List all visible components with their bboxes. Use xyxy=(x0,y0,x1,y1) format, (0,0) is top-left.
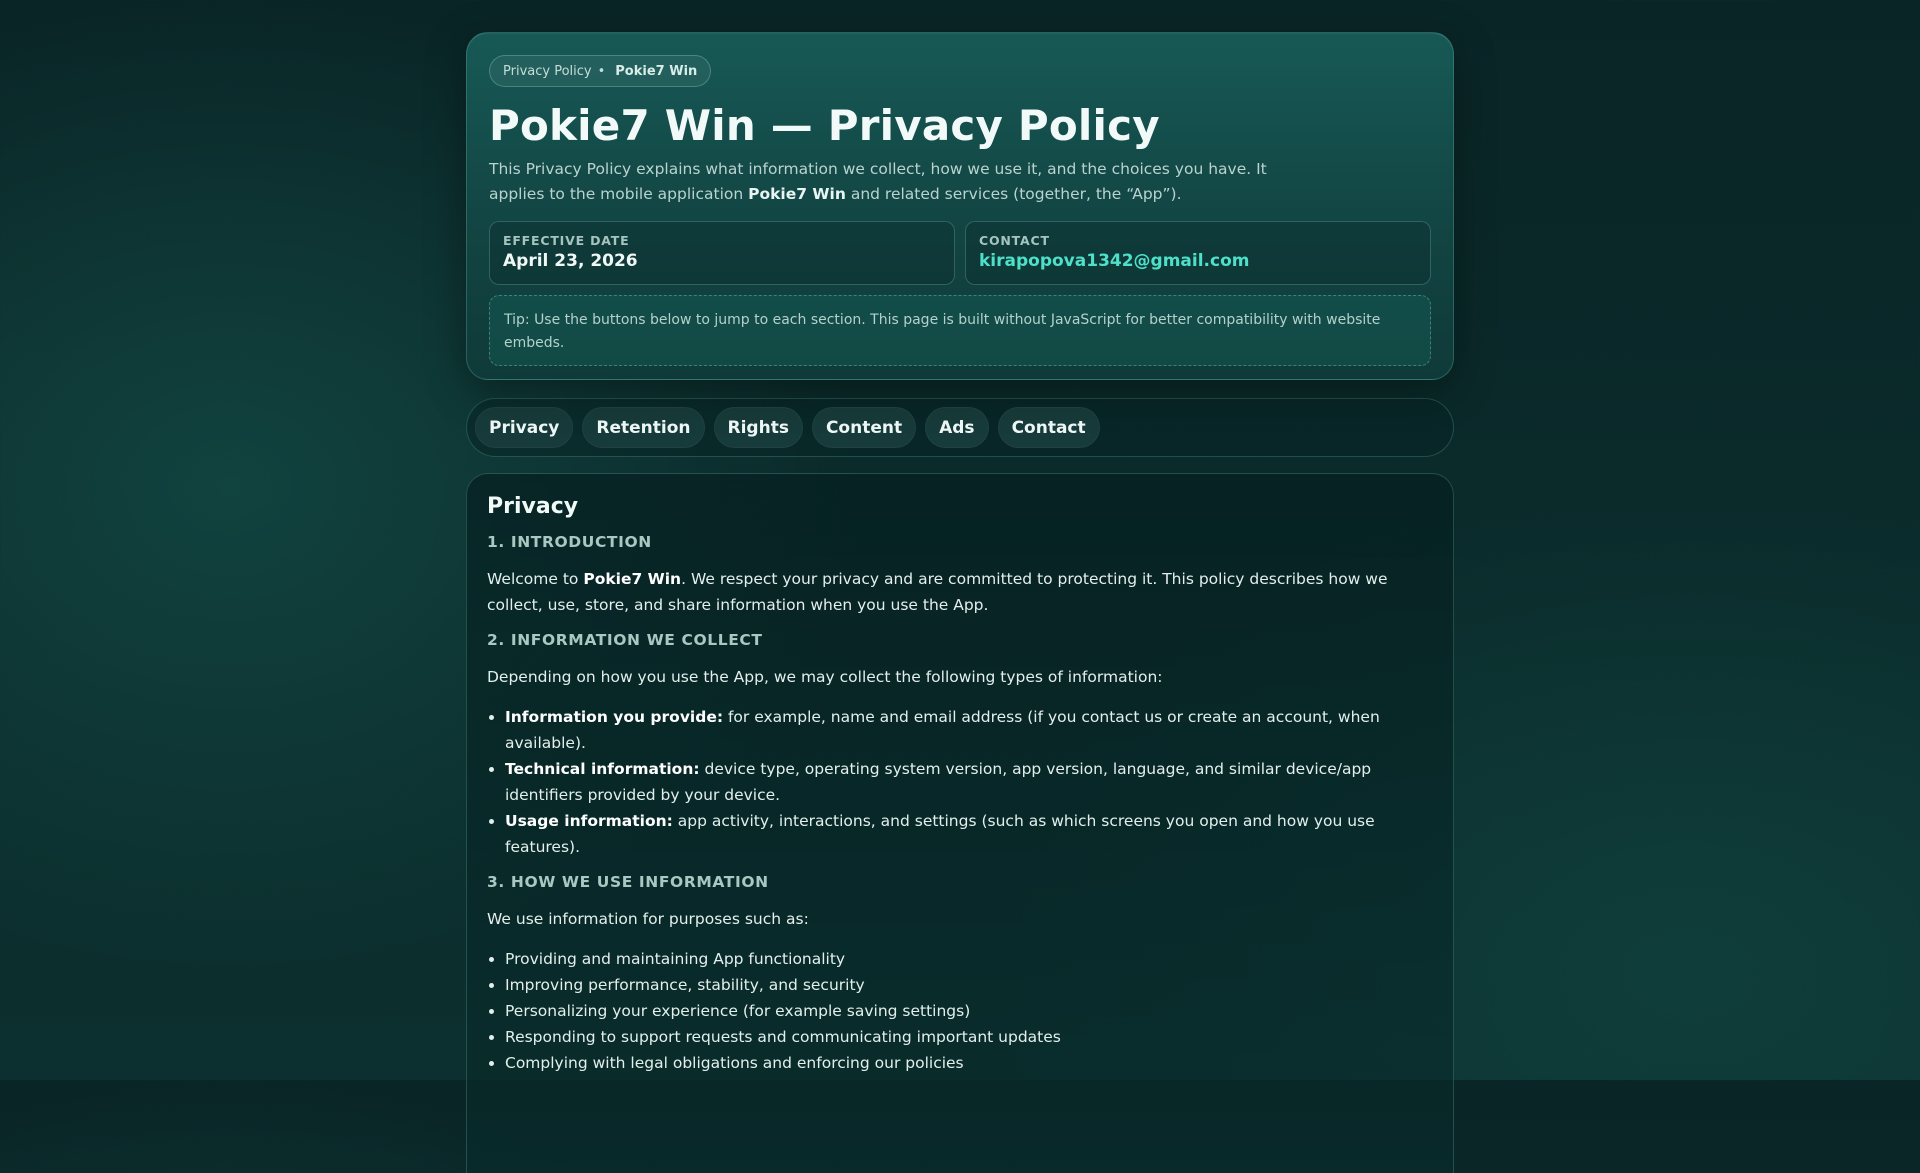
page-container xyxy=(466,32,1454,1173)
intro-app-name: Pokie7 Win xyxy=(748,184,846,203)
breadcrumb-item-app[interactable]: Pokie7 Win xyxy=(615,63,698,79)
page-title: Pokie7 Win — Privacy Policy xyxy=(489,101,1160,150)
breadcrumb xyxy=(489,55,711,87)
list-item-term: Technical information: xyxy=(505,760,700,778)
list-item: • Complying with legal obligations and enforcing our policies xyxy=(505,1050,1433,1076)
list-item-text: device type, operating system version, app version, language, and similar device/app identifiers provided by your device. xyxy=(505,760,1372,804)
nav-tab-retention[interactable]: Retention xyxy=(582,407,704,448)
header-card xyxy=(466,32,1454,380)
introduction-text-before: Welcome to xyxy=(487,570,584,588)
information-collect-paragraph: Depending on how you use the App, we may collect the following types of information: xyxy=(487,668,1163,686)
list-item: • Responding to support requests and communicating important updates xyxy=(505,1024,1433,1050)
breadcrumb-item-privacy-policy[interactable]: Privacy Policy xyxy=(503,63,592,79)
effective-date-value: April 23, 2026 xyxy=(503,251,638,271)
list-item: • Personalizing your experience (for example saving settings) xyxy=(505,998,1433,1024)
introduction-app-name: Pokie7 Win xyxy=(583,570,682,588)
list-item xyxy=(505,704,1433,756)
meta-row xyxy=(489,221,1431,285)
list-item-term: Information you provide: xyxy=(505,708,724,726)
nav-tab-ads[interactable]: Ads xyxy=(925,407,988,448)
list-item: • Providing and maintaining App functionality xyxy=(505,946,1433,972)
tip-box: Tip: Use the buttons below to jump to each section. This page is built without JavaScript for better compatibility with website embeds. xyxy=(489,295,1431,366)
how-we-use-heading: 3. HOW WE USE INFORMATION xyxy=(487,873,769,891)
section-nav xyxy=(466,398,1454,457)
list-item xyxy=(505,808,1433,860)
breadcrumb-separator: • xyxy=(597,63,606,79)
information-collect-list xyxy=(487,704,1433,860)
contact-email-link[interactable]: kirapopova1342@gmail.com xyxy=(979,251,1250,271)
intro-text-before: This Privacy Policy explains what information we collect, how we use it, and the choices you have. It applies to the mobile application xyxy=(489,160,1267,203)
how-we-use-list xyxy=(487,946,1433,1076)
effective-date-box xyxy=(489,221,955,285)
section-title: Privacy xyxy=(487,494,579,519)
nav-tab-contact[interactable]: Contact xyxy=(998,407,1100,448)
page-intro xyxy=(489,157,1279,206)
contact-label: CONTACT xyxy=(979,233,1050,248)
introduction-text-after: . We respect your privacy and are committed to protecting it. This policy describes how we collect, use, store, and share information when you use the App. xyxy=(487,570,1388,614)
list-item-term: Usage information: xyxy=(505,812,673,830)
how-we-use-paragraph: We use information for purposes such as: xyxy=(487,910,809,928)
list-item-text: for example, name and email address (if you contact us or create an account, when available). xyxy=(505,708,1380,752)
nav-tab-content[interactable]: Content xyxy=(812,407,916,448)
introduction-paragraph xyxy=(487,566,1433,618)
nav-tab-privacy[interactable]: Privacy xyxy=(475,407,573,448)
effective-date-label: EFFECTIVE DATE xyxy=(503,233,630,248)
list-item: • Improving performance, stability, and security xyxy=(505,972,1433,998)
introduction-heading: 1. INTRODUCTION xyxy=(487,533,652,551)
information-collect-heading: 2. INFORMATION WE COLLECT xyxy=(487,631,763,649)
contact-box xyxy=(965,221,1431,285)
list-item xyxy=(505,756,1433,808)
intro-text-after: and related services (together, the “App”). xyxy=(845,184,1182,203)
privacy-section-card xyxy=(466,473,1454,1173)
list-item-text: app activity, interactions, and settings (such as which screens you open and how you use features). xyxy=(505,812,1375,856)
nav-tab-rights[interactable]: Rights xyxy=(714,407,803,448)
